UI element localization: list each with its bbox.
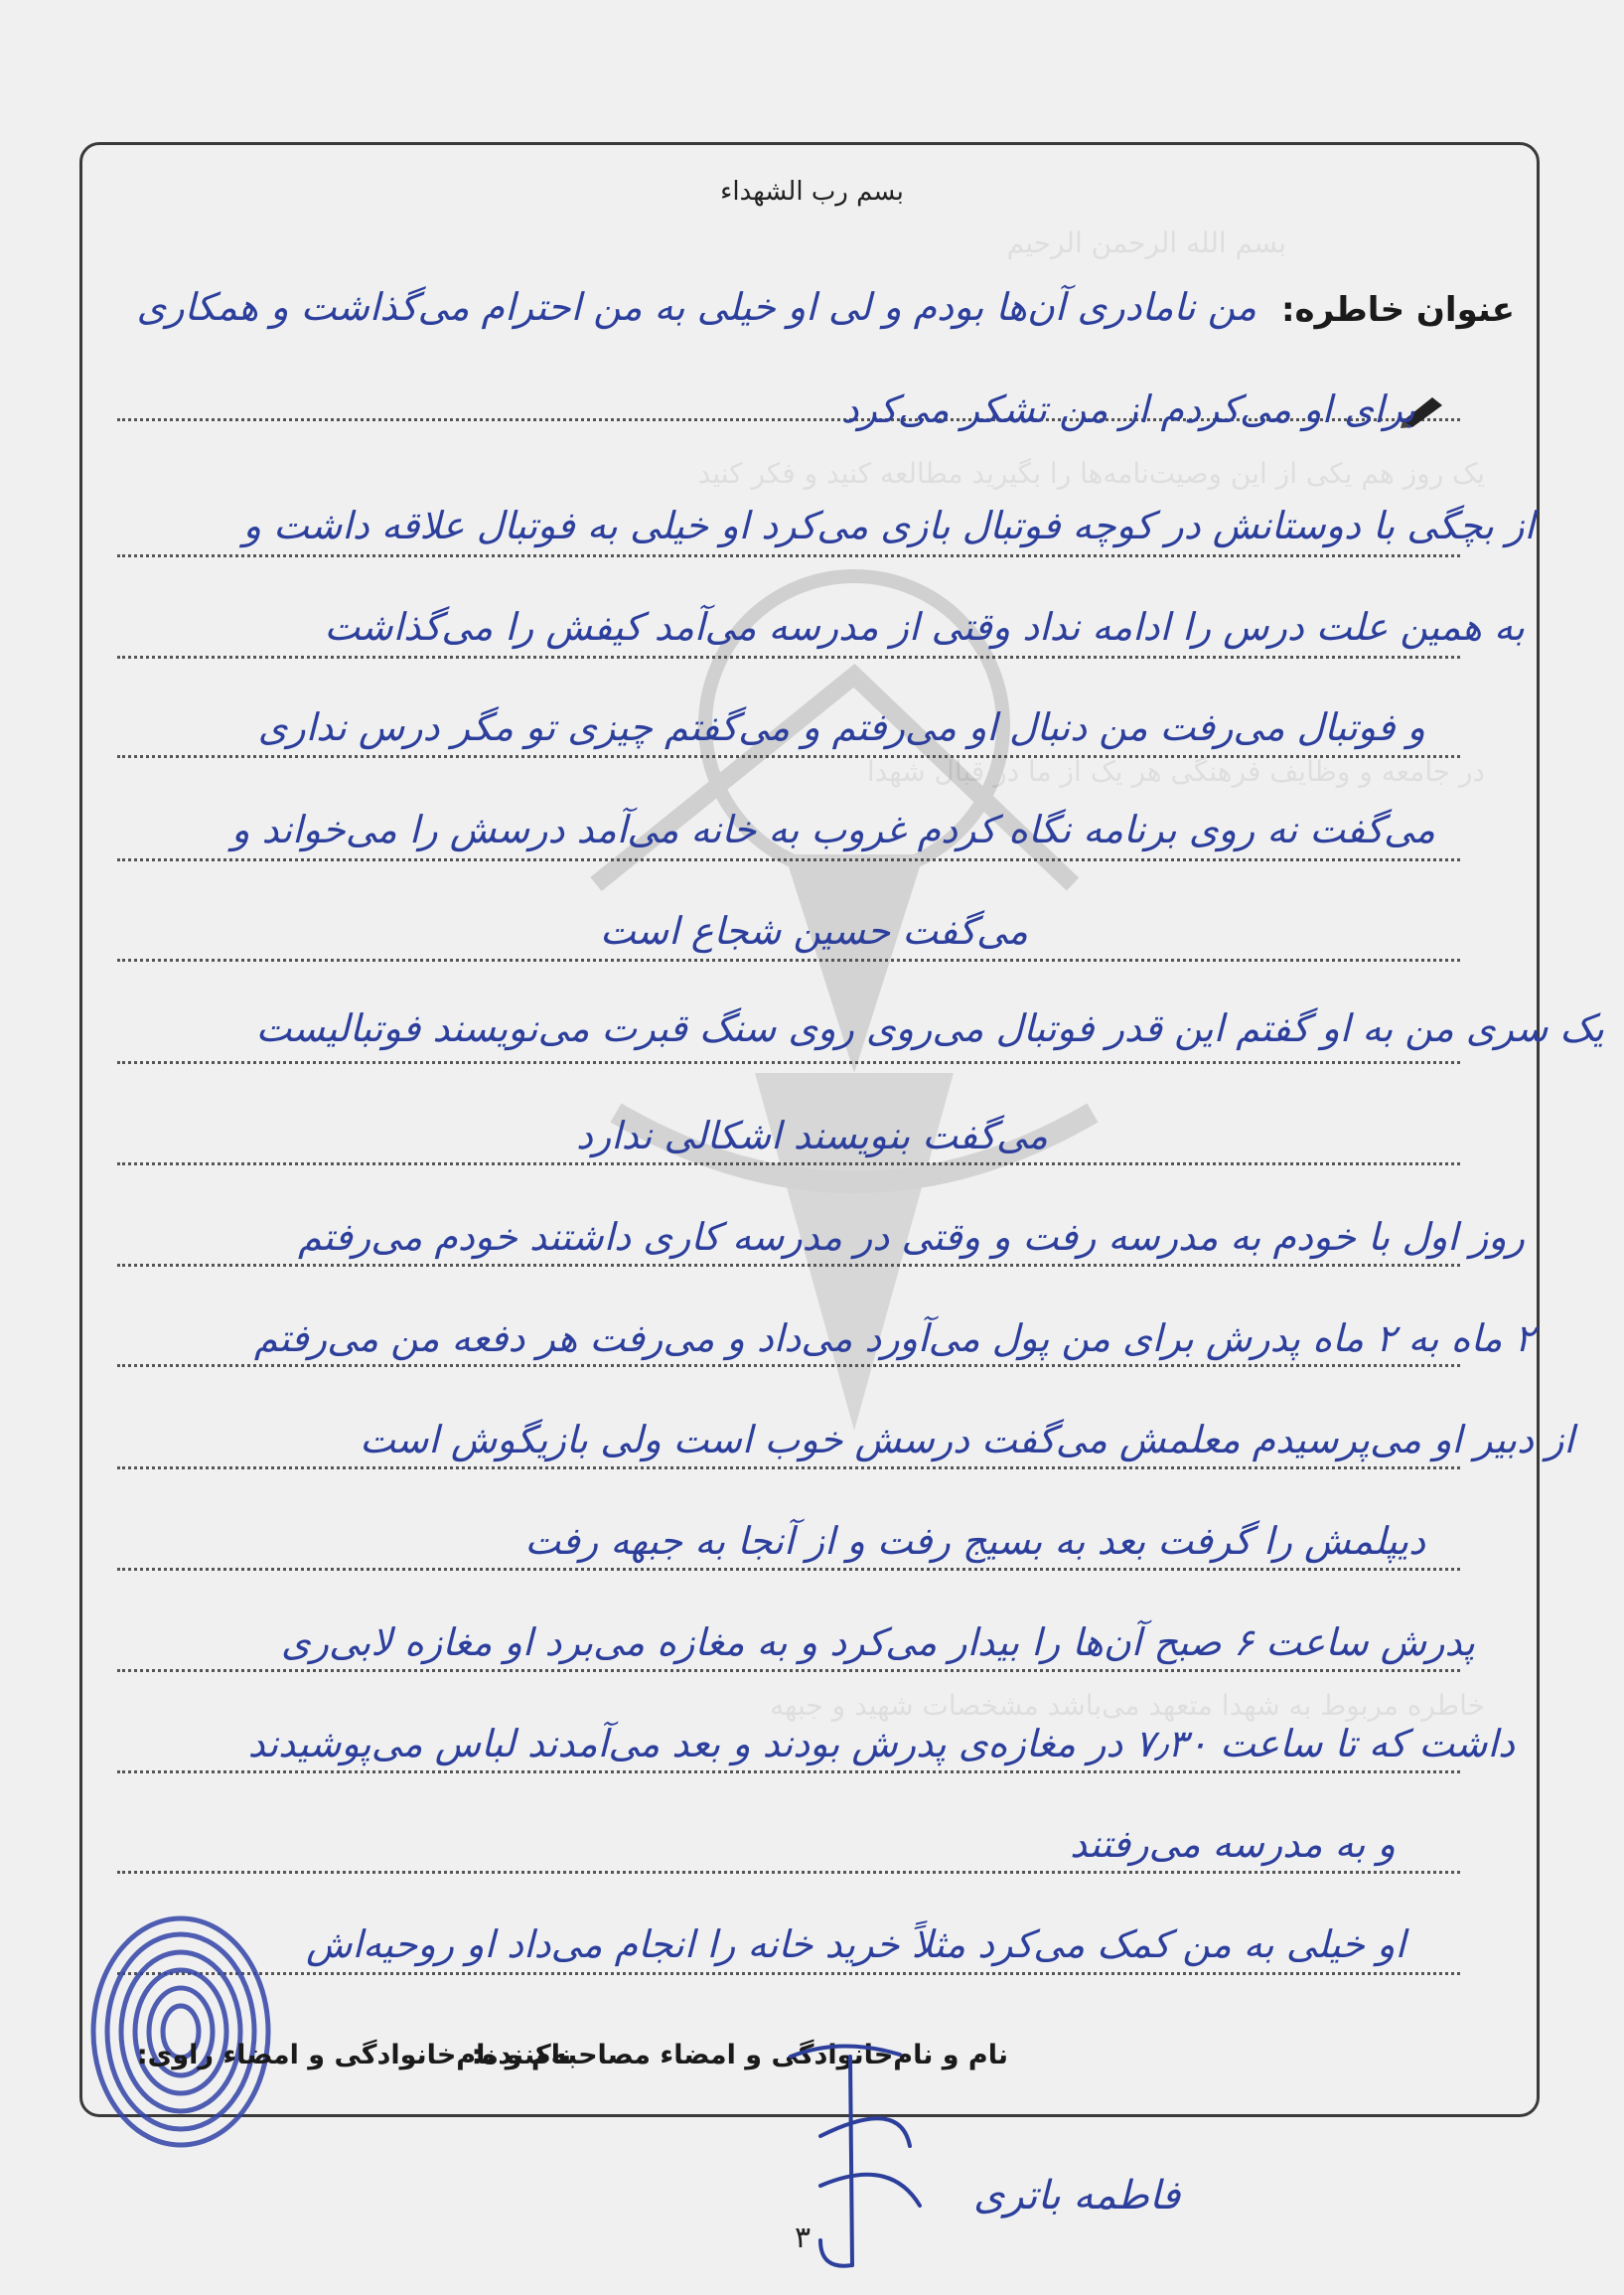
signature (781, 2017, 999, 2285)
memoir-line: و فوتبال می‌رفت من دنبال او می‌رفتم و می‌گفتم چیزی تو مگر درس نداری (257, 705, 1425, 749)
narrator-signature-label: نام و نام‌خانوادگی و امضاء راوی: (136, 2040, 571, 2070)
basmala-header: بسم رب الشهداء (720, 177, 904, 207)
memoir-title-line-2: برای او می‌کردم از من تشکر می‌کرد (841, 387, 1415, 431)
memoir-line: پدرش ساعت ۶ صبح آن‌ها را بیدار می‌کرد و به مغازه می‌برد او مغازه لابی‌ری (280, 1620, 1475, 1664)
memoir-line: ۲ ماه به ۲ ماه پدرش برای من پول می‌آورد می‌داد و می‌رفت هر دفعه من می‌رفتم (253, 1316, 1535, 1360)
memoir-title-label: عنوان خاطره: (1280, 290, 1515, 330)
memoir-line: داشت که تا ساعت ۷٫۳۰ در مغازه‌ی پدرش بودند و بعد می‌آمدند لباس می‌پوشیدند (247, 1722, 1515, 1765)
memoir-line: روز اول با خودم به مدرسه رفت و وقتی در مدرسه کاری داشتند خودم می‌رفتم (297, 1215, 1525, 1259)
memoir-line: به همین علت درس را ادامه نداد وقتی از مدرسه می‌آمد کیفش را می‌گذاشت (324, 605, 1525, 649)
ruled-line (117, 554, 1460, 557)
memoir-line: دیپلمش را گرفت بعد به بسیج رفت و از آنجا به جبهه رفت (524, 1519, 1425, 1563)
memoir-line: و به مدرسه می‌رفتند (1070, 1822, 1396, 1866)
ruled-line (117, 1770, 1460, 1773)
ruled-line (117, 1061, 1460, 1064)
ruled-line (117, 1871, 1460, 1874)
ruled-line (117, 1364, 1460, 1367)
memoir-line: از دبیر او می‌پرسیدم معلمش می‌گفت درسش خوب است ولی بازیگوش است (360, 1418, 1574, 1461)
interviewer-signature-label: نام و نام‌خانوادگی و امضاء مصاحبه‌کننده: (471, 2040, 1008, 2070)
narrator-name: فاطمه باتری (973, 2173, 1181, 2218)
ruled-line (117, 1972, 1460, 1975)
ruled-line (117, 858, 1460, 861)
memoir-line: یک سری من به او گفتم این قدر فوتبال می‌روی روی سنگ قبرت می‌نویسند فوتبالیست (255, 1006, 1604, 1050)
ruled-line (117, 1264, 1460, 1267)
page-number: ۳ (795, 2220, 812, 2255)
ruled-line (117, 1162, 1460, 1165)
memoir-line: او خیلی به من کمک می‌کرد مثلاً خرید خانه را انجام می‌داد او روحیه‌اش (306, 1922, 1405, 1966)
ruled-line (117, 959, 1460, 962)
memoir-line: می‌گفت بنویسند اشکالی ندارد (575, 1114, 1048, 1157)
ruled-line (117, 1568, 1460, 1571)
ruled-line (117, 1669, 1460, 1672)
memoir-title-line-1: من نامادری آن‌ها بودم و لی او خیلی به من احترام می‌گذاشت و همکاری (136, 285, 1256, 329)
fingerprint (81, 1908, 280, 2156)
memoir-line: از بچگی با دوستانش در کوچه فوتبال بازی می‌کرد او خیلی به فوتبال علاقه داشت و (242, 504, 1535, 547)
memoir-line: می‌گفت نه روی برنامه نگاه کردم غروب به خانه می‌آمد درسش را می‌خواند و (231, 808, 1435, 851)
ruled-line (117, 755, 1460, 758)
memoir-line: می‌گفت حسین شجاع است (599, 909, 1028, 953)
ruled-line (117, 1466, 1460, 1469)
ruled-line (117, 656, 1460, 659)
